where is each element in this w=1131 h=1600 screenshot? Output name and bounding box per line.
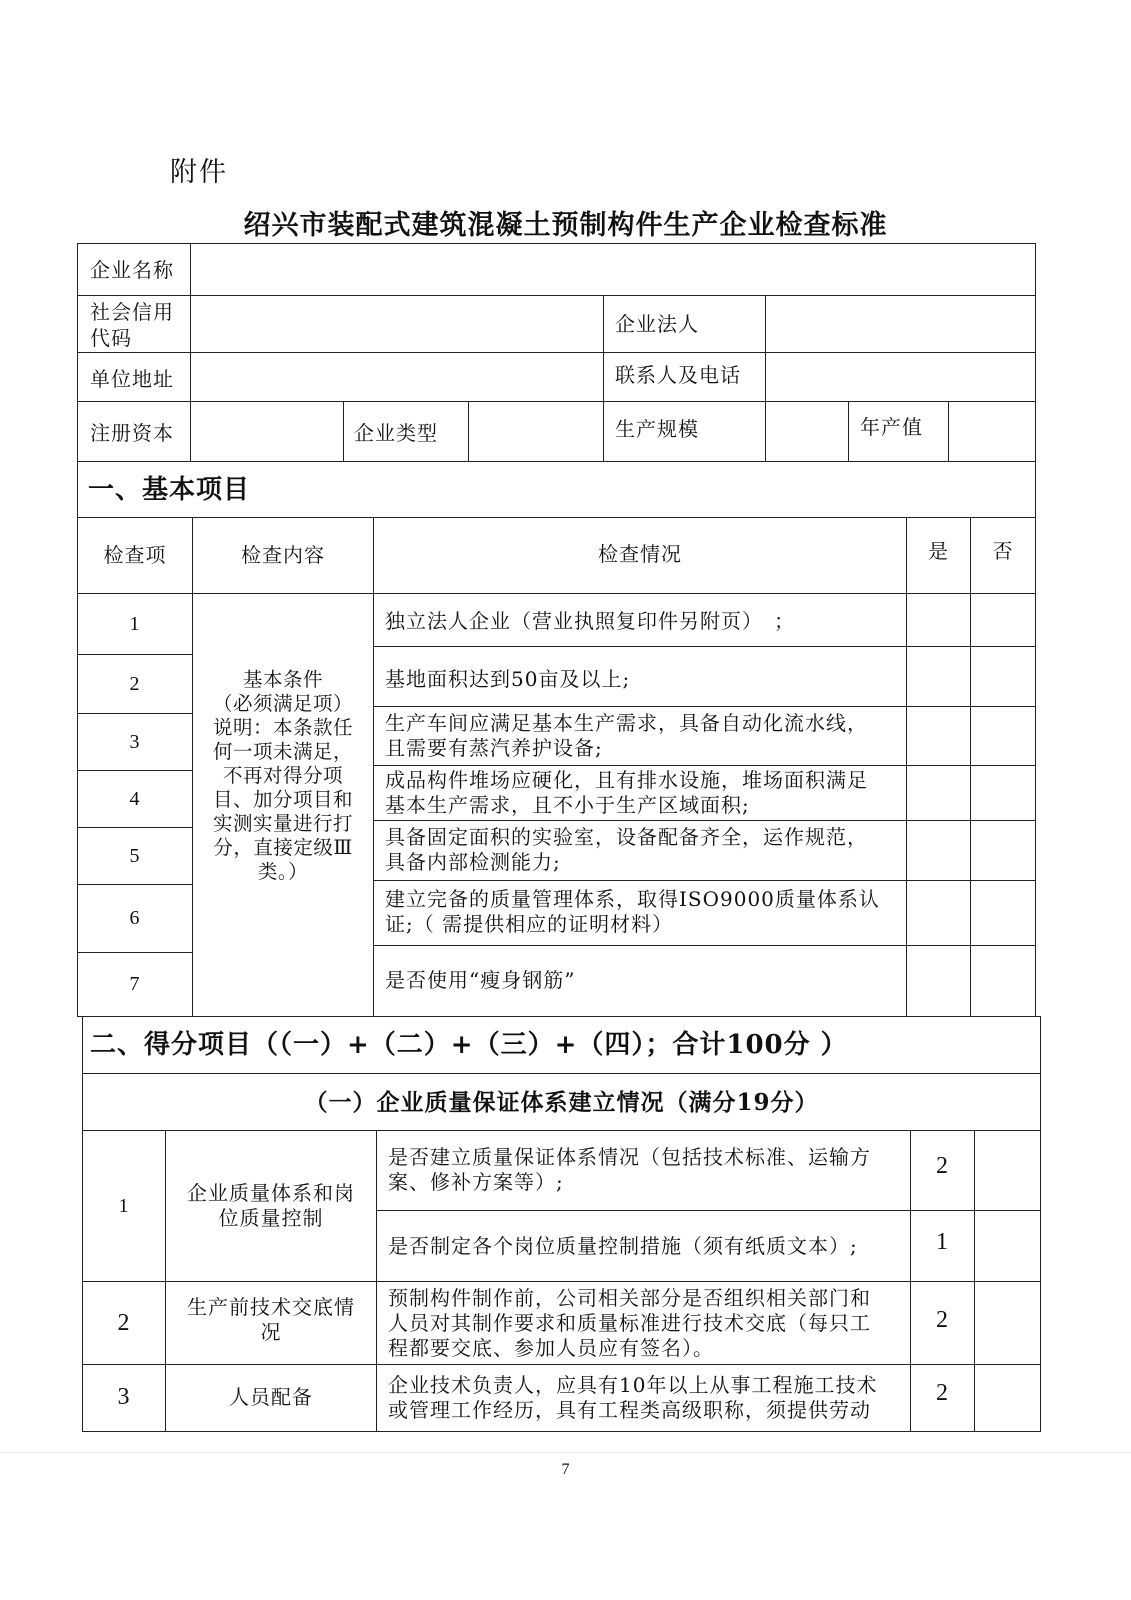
check-text: 生产车间应满足基本生产需求，具备自动化流水线， 且需要有蒸汽养护设备; bbox=[385, 711, 868, 760]
page-number: 7 bbox=[561, 1461, 570, 1478]
annual-output-label: 年产值 bbox=[860, 414, 923, 439]
score-detail: 是否建立质量保证体系情况（包括技术标准、运输方 案、修补方案等）; bbox=[388, 1145, 871, 1194]
credit-code-label: 社会信用 代码 bbox=[90, 300, 174, 350]
legal-person-value bbox=[767, 297, 1034, 351]
score-item: 人员配备 bbox=[229, 1384, 313, 1409]
check-text: 基地面积达到50亩及以上; bbox=[385, 666, 631, 691]
score-value: 2 bbox=[936, 1306, 949, 1333]
header-item: 检查项 bbox=[103, 543, 167, 567]
score-detail: 企业技术负责人，应具有10年以上从事工程施工技术 或管理工作经历，具有工程类高级职称，须提供劳动 bbox=[388, 1373, 878, 1422]
company-name-label: 企业名称 bbox=[90, 257, 174, 282]
basic-condition-description: 基本条件 （必须满足项） 说明：本条款任 何一项未满足， 不再对得分项 目、加分项目和 实测实量进行打 分，直接定级Ⅲ 类。） bbox=[212, 668, 353, 883]
score-value: 2 bbox=[936, 1152, 949, 1179]
company-type-label: 企业类型 bbox=[354, 420, 438, 445]
header-status: 检查情况 bbox=[598, 541, 682, 566]
section-score-heading: 二、得分项目（（一）+（二）+（三）+（四）；合计100分 ） bbox=[90, 1029, 848, 1060]
check-text: 是否使用“瘦身钢筋” bbox=[385, 967, 576, 992]
row-number: 3 bbox=[129, 730, 141, 753]
annex-label: 附件 bbox=[170, 157, 228, 188]
check-text: 建立完备的质量管理体系，取得ISO9000质量体系认 证;（ 需提供相应的证明材料） bbox=[385, 887, 880, 936]
yes-checkbox bbox=[907, 594, 970, 646]
header-no: 否 bbox=[992, 538, 1014, 563]
score-value: 1 bbox=[936, 1228, 949, 1255]
subsection-quality-heading: （一）企业质量保证体系建立情况（满分19分） bbox=[304, 1088, 819, 1116]
check-text: 具备固定面积的实验室，设备配备齐全，运作规范， 具备内部检测能力; bbox=[385, 825, 868, 874]
document-title: 绍兴市装配式建筑混凝土预制构件生产企业检查标准 bbox=[243, 210, 888, 241]
header-content: 检查内容 bbox=[241, 543, 325, 567]
legal-person-label: 企业法人 bbox=[615, 311, 699, 336]
row-number: 5 bbox=[129, 844, 141, 867]
score-item: 企业质量体系和岗 位质量控制 bbox=[187, 1181, 355, 1230]
no-checkbox bbox=[971, 594, 1035, 646]
registered-capital-label: 注册资本 bbox=[90, 420, 174, 445]
score-detail: 预制构件制作前，公司相关部分是否组织相关部门和 人员对其制作要求和质量标准进行技术交底（每只工 程都要交底、参加人员应有签名）。 bbox=[388, 1285, 871, 1360]
production-scale-label: 生产规模 bbox=[615, 416, 699, 441]
score-detail: 是否制定各个岗位质量控制措施（须有纸质文本）; bbox=[388, 1233, 858, 1258]
company-name-value bbox=[192, 245, 1034, 294]
row-number: 1 bbox=[129, 612, 141, 635]
score-row-number: 3 bbox=[117, 1383, 131, 1410]
page-fold-line bbox=[0, 1452, 1131, 1453]
row-number: 4 bbox=[129, 787, 141, 810]
score-value: 2 bbox=[936, 1379, 949, 1406]
score-row-number: 1 bbox=[118, 1194, 130, 1217]
section-basic-heading: 一、基本项目 bbox=[88, 474, 251, 505]
address-label: 单位地址 bbox=[90, 366, 174, 391]
header-yes: 是 bbox=[928, 538, 949, 563]
contact-value bbox=[767, 354, 1034, 400]
credit-code-value bbox=[192, 297, 602, 351]
row-number: 6 bbox=[129, 907, 141, 929]
address-value bbox=[192, 354, 602, 400]
row-number: 7 bbox=[129, 973, 141, 995]
score-item: 生产前技术交底情 况 bbox=[187, 1295, 355, 1344]
score-row-number: 2 bbox=[117, 1309, 131, 1336]
contact-label: 联系人及电话 bbox=[615, 362, 741, 387]
row-number: 2 bbox=[129, 672, 141, 695]
check-text: 独立法人企业（营业执照复印件另附页） ； bbox=[385, 608, 795, 633]
check-text: 成品构件堆场应硬化，且有排水设施，堆场面积满足 基本生产需求，且不小于生产区域面积; bbox=[385, 768, 868, 817]
